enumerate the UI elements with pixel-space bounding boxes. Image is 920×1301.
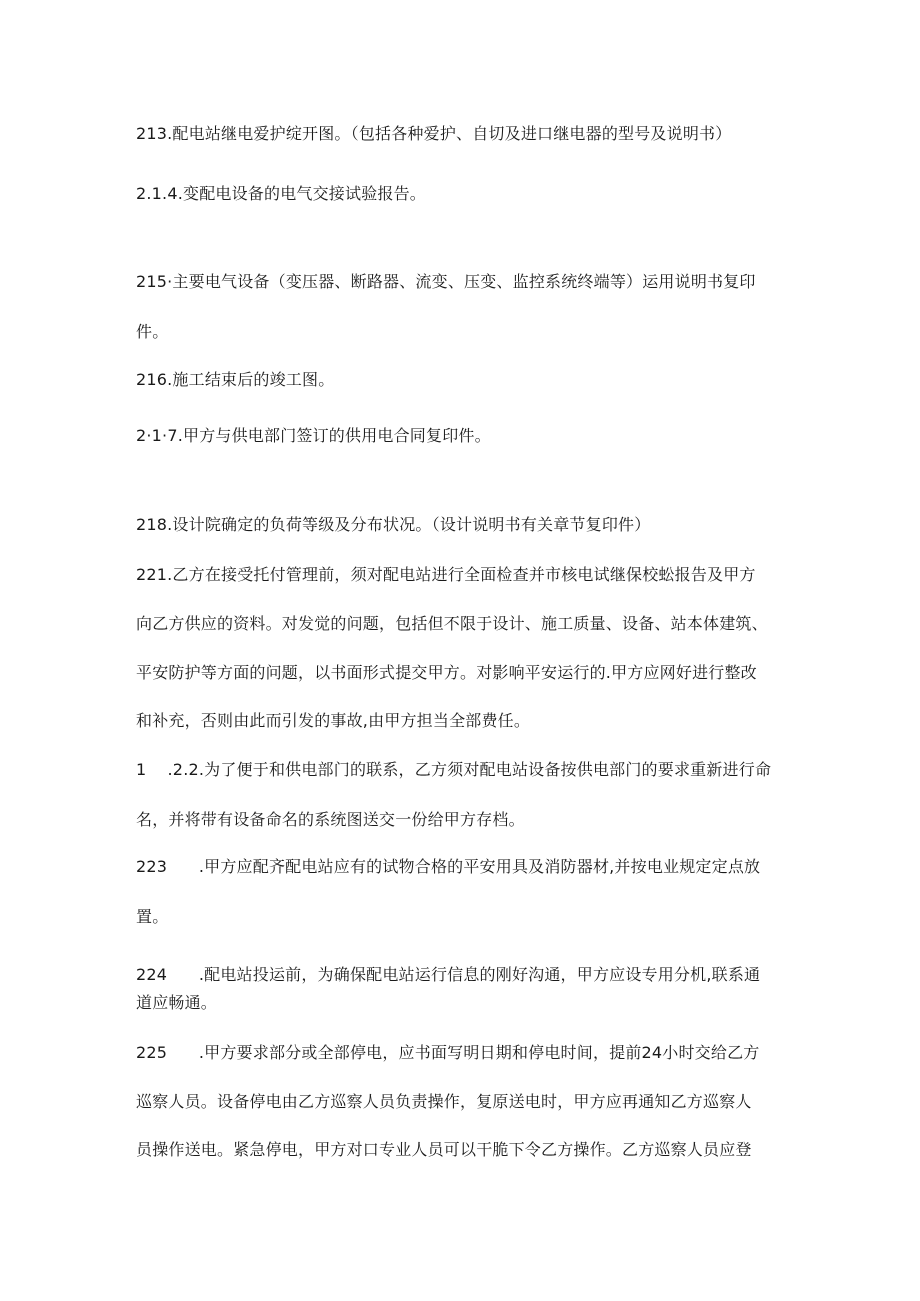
text-line-214: 2.1.4.变配电设备的电气交接试验报告。 [136,184,426,203]
text-line-225-cont-2: 员操作送电。紧急停电，甲方对口专业人员可以干脆下令乙方操作。乙方巡察人员应登 [136,1140,752,1159]
text-line-218: 218.设计院确定的负荷等级及分布状况。（设计说明书有关章节复印件） [136,515,651,534]
text-line-222-cont: 名，并将带有设备命名的系统图送交一份给甲方存档。 [136,810,525,829]
text-line-223-cont: 置。 [136,907,169,926]
text-line-221-cont-2: 平安防护等方面的问题，以书面形式提交甲方。对影响平安运行的.甲方应网好进行整改 [136,663,757,682]
text-line-224-cont: 道应畅通。 [136,993,218,1012]
text-line-215: 215·主要电气设备（变压器、断路器、流变、压变、监控系统终端等）运用说明书复印 [136,272,756,291]
text-line-217: 2·1·7.甲方与供电部门签订的供用电合同复印件。 [136,426,491,445]
text-line-221: 221.乙方在接受托付管理前，须对配电站进行全面检查并市核电试继保校蚣报告及甲方 [136,565,756,584]
text-line-221-cont-1: 向乙方供应的资料。对发觉的问题，包括但不限于设计、施工质量、设备、站本体建筑、 [136,614,768,633]
text-line-225-cont-1: 巡察人员。设备停电由乙方巡察人员负责操作，复原送电时，甲方应再通知乙方巡察人 [136,1092,752,1111]
text-line-222: 1 .2.2.为了便于和供电部门的联系，乙方须对配电站设备按供电部门的要求重新进行命 [136,760,772,779]
text-line-225: 225 .甲方要求部分或全部停电，应书面写明日期和停电时间，提前24小时交给乙方 [136,1043,760,1062]
text-line-213: 213.配电站继电爱护绽开图。（包括各种爱护、自切及进口继电器的型号及说明书） [136,124,732,143]
text-line-215-cont: 件。 [136,322,169,341]
text-line-221-cont-3: 和补充，否则由此而引发的事故,由甲方担当全部费任。 [136,711,531,730]
text-line-223: 223 .甲方应配齐配电站应有的试物合格的平安用具及消防器材,并按电业规定定点放 [136,857,761,876]
text-line-224: 224 .配电站投运前，为确保配电站运行信息的刚好沟通，甲方应设专用分机,联系通 [136,965,761,984]
text-line-216: 216.施工结束后的竣工图。 [136,370,335,389]
